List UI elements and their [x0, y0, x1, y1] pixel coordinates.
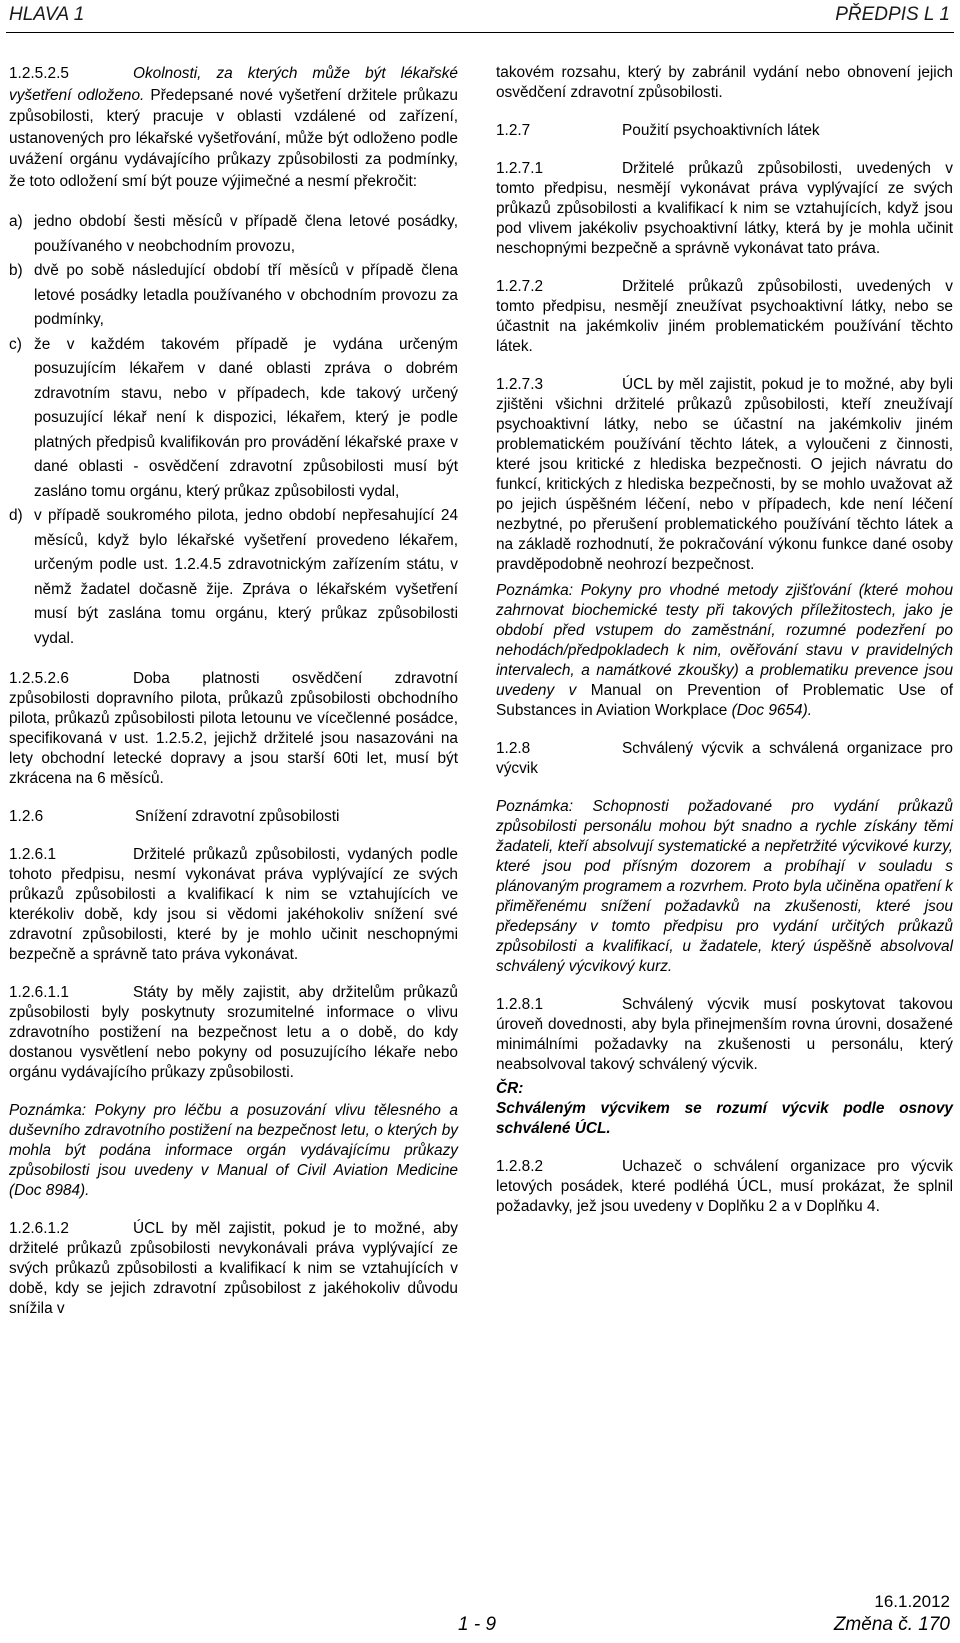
section-body: Držitelé průkazů způsobilosti, vydaných podle tohoto předpisu, nesmí vykonávat práva vyplývající ze svých průkazů způsobilosti a kvalifikací k nim se vztahujících ve kterékoliv době, kdy jsou si vědomi jakéhokoliv snížení své zdravotní způsobilosti, které by je mohlo učinit neschopnými bezpečně a správně tato práva vykonávat.: [9, 846, 458, 963]
section-1-2-7-3: [496, 375, 953, 575]
section-1-2-6-1: [9, 845, 458, 965]
section-1-2-8-1: [496, 995, 953, 1075]
section-number: 1.2.6.1: [9, 846, 57, 863]
section-title: Schválený výcvik a schválená organizace pro výcvik: [496, 740, 953, 777]
section-number: 1.2.5.2.5: [9, 65, 69, 82]
section-number: 1.2.8.1: [496, 996, 544, 1013]
section-body: Držitelé průkazů způsobilosti, uvedených v tomto předpisu, nesmějí zneužívat psychoaktivní látky, nebo se účastnit na jakémkoliv jiném problematickém používání těchto látek.: [496, 278, 953, 355]
section-title: Okolnosti, za kterých může být lékařské vyšetření odloženo.: [9, 65, 458, 104]
amendment-number: Změna č. 170: [833, 1614, 950, 1635]
section-1-2-6-1-2: [9, 1219, 458, 1319]
header-chapter: HLAVA 1: [9, 4, 85, 25]
cr-label: ČR:: [496, 1080, 524, 1097]
section-body: Doba platnosti osvědčení zdravotní způsobilosti dopravního pilota, průkazů způsobilosti obchodního pilota, průkazů způsobilosti pilota letounu ve vícečlenné posádce, specifikovaná v ust. 1.2.5.2, jejichž držitelé jsou nasazováni na lety obchodní letecké dopravy a jsou starší 60ti let, musí být zkrácena na 6 měsíců.: [9, 670, 458, 787]
section-body: Držitelé průkazů způsobilosti, uvedených v tomto předpisu, nesmějí vykonávat práva vyplývající ze svých průkazů způsobilosti a kvalifikací k nim se vztahujících, když jsou pod vlivem jakékoliv psychoaktivní látky, která by je mohla učinit neschopnými bezpečně a správně vykonávat tato práva.: [496, 160, 953, 257]
list-item-text: dvě po sobě následující období tří měsíců v případě člena letové posádky letadla používaného v obchodním provozu za podmínky,: [34, 262, 458, 328]
footer-date: 16.1.2012: [874, 1592, 950, 1611]
section-1-2-7-1: [496, 159, 953, 259]
header-rule: [6, 32, 954, 33]
section-title: Snížení zdravotní způsobilosti: [135, 808, 340, 825]
section-number: 1.2.7.1: [496, 160, 544, 177]
section-1-2-8-2: [496, 1157, 953, 1217]
note-text: Poznámka: Pokyny pro vhodné metody zjišťování (které mohou zahrnovat biochemické testy při takových příležitostech, jako je období před vstupem do zaměstnání, rozumné podezření po nehodách/předpokladech k nim, ověřování stavu v pravidelných intervalech, a namátkové zkoušky) a problematiku prevence jsou uvedeny v: [496, 582, 953, 699]
section-number: 1.2.5.2.6: [9, 670, 69, 687]
list-item-text: že v každém takovém případě je vydána určeným posuzujícím lékařem v dané oblasti zpráva o dobrém zdravotním stavu, nebo v případech, kde takový určený posuzující lékař není k dispozici, lékařem, který je podle platných předpisů kvalifikován pro provádění lékařské praxe v dané oblasti - osvědčení zdravotní způsobilosti musí být zasláno tomu orgánu, který průkaz způsobilosti vydal,: [34, 335, 458, 500]
section-1-2-7-2: [496, 277, 953, 357]
section-title: Použití psychoaktivních látek: [622, 122, 820, 139]
header-regulation: PŘEDPIS L 1: [835, 4, 950, 25]
note: Poznámka: Schopnosti požadované pro vydání průkazů způsobilosti personálu mohou být snadno a rychle získány těmi žadateli, kteří absolvují systematické a nepřetržité výcvikové kurzy, které jsou pod přísným dozorem a probíhají v souladu s plánovaným programem a rozvrhem. Proto byla učiněna opatření k přiměřenému snížení požadavků na zkušenosti, které jsou předepsány v tomto předpisu pro vydání určitých průkazů způsobilosti a kvalifikací, u žadatele, který úspěšně absolvoval schválený výcvikový kurz.: [496, 798, 953, 975]
right-column: [496, 63, 953, 1235]
cr-provision: Schváleným výcvikem se rozumí výcvik podle osnovy schválené ÚCL.: [496, 1100, 953, 1137]
section-heading-1-2-6: [9, 807, 458, 827]
section-number: 1.2.7.3: [496, 376, 544, 393]
section-number: 1.2.8: [496, 740, 531, 757]
list-item-text: v případě soukromého pilota, jedno období nepřesahující 24 měsíců, když bylo lékařské vyšetření provedeno lékařem, určeným podle ust. 1.2.4.5 zdravotnickým zařízením státu, v němž žadatel dočasně žije. Zpráva o lékařském vyšetření musí být zaslána tomu orgánu, který průkaz způsobilosti vydal.: [34, 507, 458, 647]
section-number: 1.2.6.1.1: [9, 984, 69, 1001]
section-number: 1.2.7.2: [496, 278, 544, 295]
section-1-2-5-2-6: [9, 669, 458, 789]
section-body: Předepsané nové vyšetření držitele průkazu způsobilosti, který pracuje v oblasti vzdálené od zařízení, ustanovených pro lékařské vyšetřování, může být odloženo podle uvážení orgánu vydávajícího průkazy způsobilosti za podmínky, že toto odložení smí být pouze výjimečné a nesmí překročit:: [9, 86, 458, 190]
deferral-list: [9, 210, 458, 651]
note-doc-number: (Doc 9654).: [731, 702, 812, 719]
note: Poznámka: Pokyny pro léčbu a posuzování vlivu tělesného a duševního zdravotního postižení na bezpečnost letu, o kterých by mohla být podána informace orgán vydávajícímu průkazy způsobilosti jsou uvedeny v Manual of Civil Aviation Medicine (Doc 8984).: [9, 1102, 458, 1199]
list-item: [9, 333, 458, 505]
note: [496, 581, 953, 721]
list-marker: b): [9, 262, 23, 279]
page-number: 1 - 9: [458, 1614, 497, 1635]
continued-paragraph: takovém rozsahu, který by zabránil vydání nebo obnovení jejich osvědčení zdravotní způsobilosti.: [496, 64, 953, 101]
section-body: Státy by měly zajistit, aby držitelům průkazů způsobilosti byly poskytnuty srozumitelné informace o vlivu zdravotního postižení na bezpečnost letu a o době, do kdy dostanou vysvětlení nebo pokyny od posuzujícího lékaře nebo orgánu vydávajícího průkazy způsobilosti.: [9, 984, 458, 1081]
left-column: [9, 63, 458, 1337]
note-reference: Manual on Prevention of Problematic Use of Substances in Aviation Workplace: [496, 682, 953, 719]
section-number: 1.2.8.2: [496, 1158, 544, 1175]
section-body: Uchazeč o schválení organizace pro výcvik letových posádek, které podléhá ÚCL, musí prokázat, že splnil požadavky, jež jsou uvedeny v Doplňku 2 a v Doplňku 4.: [496, 1158, 953, 1215]
section-body: ÚCL by měl zajistit, pokud je to možné, aby byli zjištěni všichni držitelé průkazů způsobilosti, kteří zneužívají psychoaktivní látky, nebo se účastní na jakémkoliv jiném problematickém používání těchto látek, a vyloučeni z činnosti, které jsou kritické z hlediska bezpečnosti. O jejich návratu do funkcí, kritických z hlediska bezpečnosti, by se mohlo uvažovat až po jejich úspěšném léčení, nebo v případech, kde není léčení nezbytné, po přerušení problematického používání těchto látek a na základě rozhodnutí, že pokračování výkonu funkce dané osoby pravděpodobně neohrozí bezpečnost.: [496, 376, 953, 573]
section-number: 1.2.6: [9, 808, 44, 825]
list-item: [9, 259, 458, 333]
section-number: 1.2.6.1.2: [9, 1220, 69, 1237]
section-heading-1-2-7: [496, 121, 953, 141]
list-marker: d): [9, 507, 23, 524]
section-body: Schválený výcvik musí poskytovat takovou úroveň dovednosti, aby byla přinejmenším rovna úrovni, dosažené minimálními požadavky na zkušenosti u personálu, který neabsolvoval takový schválený výcvik.: [496, 996, 953, 1073]
section-body: ÚCL by měl zajistit, pokud je to možné, aby držitelé průkazů způsobilosti nevykonávali práva vyplývající ze svých průkazů způsobilosti a kvalifikací k nim se vztahujících v době, kdy se jejich zdravotní způsobilost z jakéhokoliv důvodu snížila v: [9, 1220, 458, 1317]
list-marker: a): [9, 213, 23, 230]
section-1-2-5-2-5: [9, 63, 458, 192]
list-item: [9, 504, 458, 651]
section-heading-1-2-8: [496, 739, 953, 779]
list-marker: c): [9, 335, 22, 353]
section-1-2-6-1-1: [9, 983, 458, 1083]
section-number: 1.2.7: [496, 122, 531, 139]
list-item: [9, 210, 458, 259]
list-item-text: jedno období šesti měsíců v případě člena letové posádky, používaného v neobchodním provozu,: [34, 213, 458, 255]
